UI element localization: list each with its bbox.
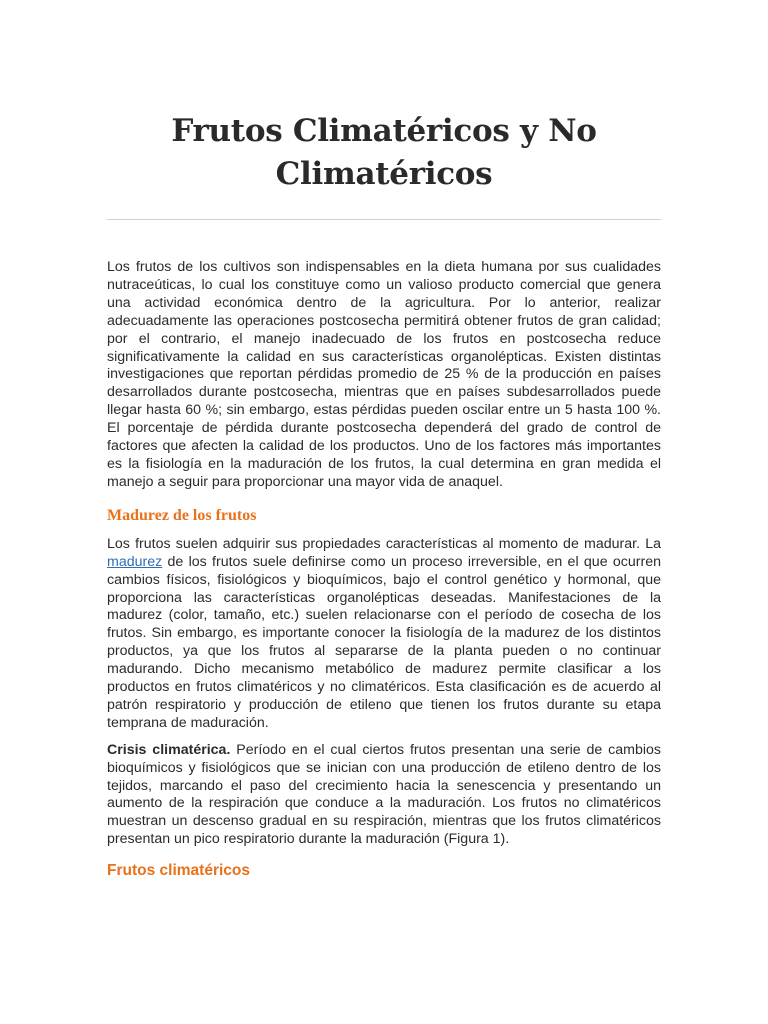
section-heading-madurez: Madurez de los frutos [107,506,257,524]
madurez-paragraph [107,536,661,733]
crisis-paragraph [107,742,661,849]
madurez-link[interactable]: madurez [107,553,163,570]
crisis-paragraph-rest: Período en el cual ciertos frutos presentan una serie de cambios bioquímicos y fisiológicos que se inician con una producción de etileno dentro de los tejidos, marcando el paso del crecimiento hacia la senescencia y presentando un aumento de la respiración que conduce a la maduración. Los frutos no climatéricos muestran un descenso gradual en su respiración, mientras que los frutos climatéricos presentan un pico respiratorio durante la maduración (Figura 1). [107,741,661,848]
document-title: Frutos Climatéricos y No Climatéricos [171,113,597,192]
madurez-paragraph-rest: de los frutos suele definirse como un proceso irreversible, en el que ocurren cambios físicos, fisiológicos y bioquímicos, bajo el control genético y hormonal, que proporciona las características organolépticas deseadas. Manifestaciones de la madurez (color, tamaño, etc.) suelen relacionarse con el período de cosecha de los frutos. Sin embargo, es importante conocer la fisiología de la madurez de los distintos productos, ya que los frutos al separarse de la planta pueden o no continuar madurando. Dicho mecanismo metabólico de madurez permite clasificar a los productos en frutos climatéricos y no climatéricos. Esta clasificación es de acuerdo al patrón respiratorio y producción de etileno que tienen los frutos durante su etapa temprana de maduración. [107,553,661,731]
document-page [107,0,661,881]
title-divider [107,219,661,220]
section-heading-frutos-climatericos: Frutos climatéricos [107,862,250,880]
crisis-term: Crisis climatérica. [107,741,231,758]
intro-paragraph: Los frutos de los cultivos son indispensables en la dieta humana por sus cualidades nutraceúticas, lo cual los constituye como un valioso producto comercial que genera una actividad económica dentro de la agricultura. Por lo anterior, realizar adecuadamente las operaciones postcosecha permitirá obtener frutos de gran calidad; por el contrario, el manejo inadecuado de los frutos en postcosecha reduce significativamente la calidad en sus características organolépticas. Existen distintas investigaciones que reportan pérdidas promedio de 25 % de la producción en países desarrollados durante postcosecha, mientras que en países subdesarrollados puede llegar hasta 60 %; sin embargo, estas pérdidas pueden oscilar entre un 5 hasta 100 %. El porcentaje de pérdida durante postcosecha dependerá del grado de control de factores que afecten la calidad de los productos. Uno de los factores más importantes es la fisiología en la maduración de los frutos, la cual determina en gran medida el manejo a seguir para proporcionar una mayor vida de anaquel. [107,259,661,490]
madurez-paragraph-start: Los frutos suelen adquirir sus propiedades características al momento de madurar. La [107,535,661,552]
